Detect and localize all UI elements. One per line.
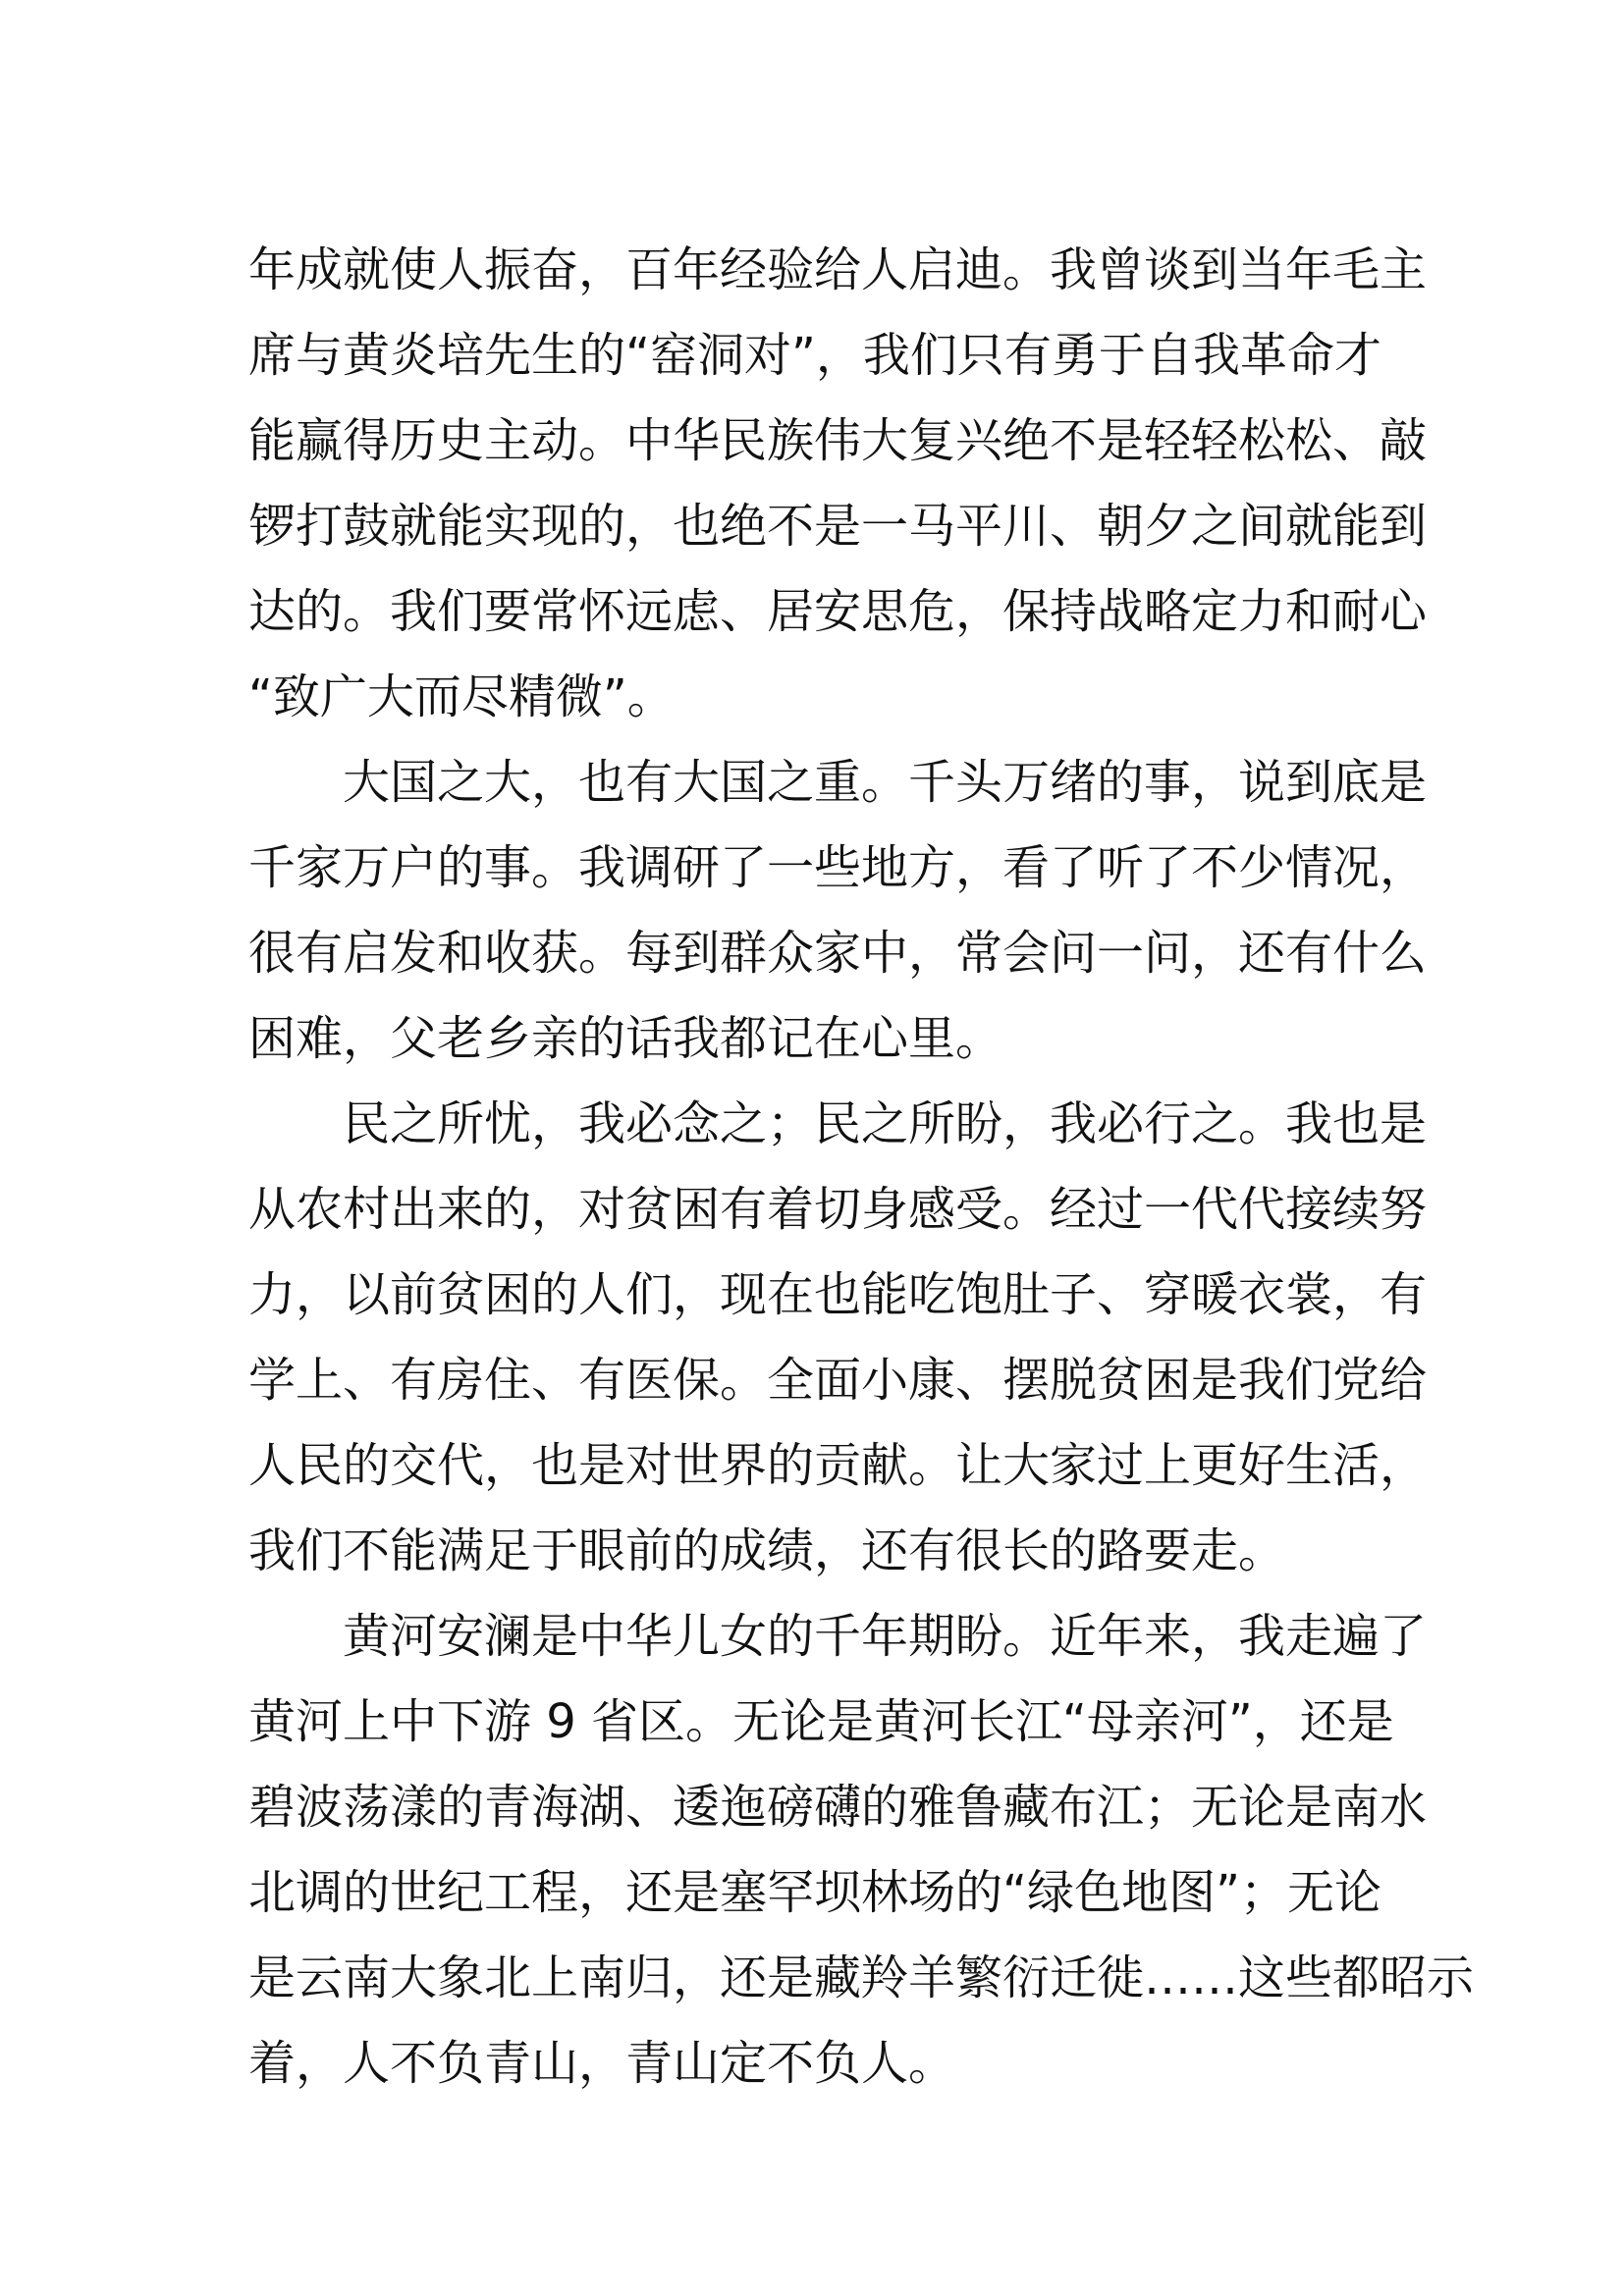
text-line: “致广大而尽精微”。	[248, 669, 675, 724]
text-line: 黄河上中下游 9 省区。无论是黄河长江“母亲河”，还是	[248, 1694, 1394, 1749]
text-line: 碧波荡漾的青海湖、逶迤磅礴的雅鲁藏布江；无论是南水	[248, 1780, 1428, 1835]
text-line: 很有启发和收获。每到群众家中，常会问一问，还有什么	[248, 926, 1428, 981]
text-line: 是云南大象北上南归，还是藏羚羊繁衍迁徙……这些都昭示	[248, 1950, 1475, 2005]
text-line: 着，人不负青山，青山定不负人。	[248, 2036, 956, 2091]
text-line: 民之所忧，我必念之；民之所盼，我必行之。我也是	[343, 1096, 1428, 1151]
text-line: 锣打鼓就能实现的，也绝不是一马平川、朝夕之间就能到	[248, 499, 1428, 554]
text-line: 大国之大，也有大国之重。千头万绪的事，说到底是	[343, 755, 1428, 810]
text-line: 学上、有房住、有医保。全面小康、摆脱贫困是我们党给	[248, 1353, 1428, 1408]
text-line: 黄河安澜是中华儿女的千年期盼。近年来，我走遍了	[343, 1609, 1428, 1664]
text-line: 人民的交代，也是对世界的贡献。让大家过上更好生活，	[248, 1438, 1428, 1493]
paragraph	[248, 1082, 1428, 1594]
text-line: 从农村出来的，对贫困有着切身感受。经过一代代接续努	[248, 1182, 1428, 1237]
text-line: 困难，父老乡亲的话我都记在心里。	[248, 1011, 1003, 1066]
text-line: 北调的世纪工程，还是塞罕坝林场的“绿色地图”；无论	[248, 1865, 1381, 1920]
paragraph	[248, 228, 1428, 740]
text-line: 力，以前贫困的人们，现在也能吃饱肚子、穿暖衣裳，有	[248, 1267, 1428, 1322]
paragraph	[248, 1594, 1475, 2107]
text-line: 达的。我们要常怀远虑、居安思危，保持战略定力和耐心	[248, 584, 1428, 639]
text-line: 年成就使人振奋，百年经验给人启迪。我曾谈到当年毛主	[248, 242, 1428, 297]
paragraph	[248, 740, 1428, 1082]
text-line: 我们不能满足于眼前的成绩，还有很长的路要走。	[248, 1523, 1286, 1578]
text-line: 能赢得历史主动。中华民族伟大复兴绝不是轻轻松松、敲	[248, 413, 1428, 468]
text-line: 千家万户的事。我调研了一些地方，看了听了不少情况，	[248, 840, 1428, 895]
document-body	[248, 228, 1475, 2107]
text-line: 席与黄炎培先生的“窑洞对”，我们只有勇于自我革命才	[248, 328, 1381, 383]
